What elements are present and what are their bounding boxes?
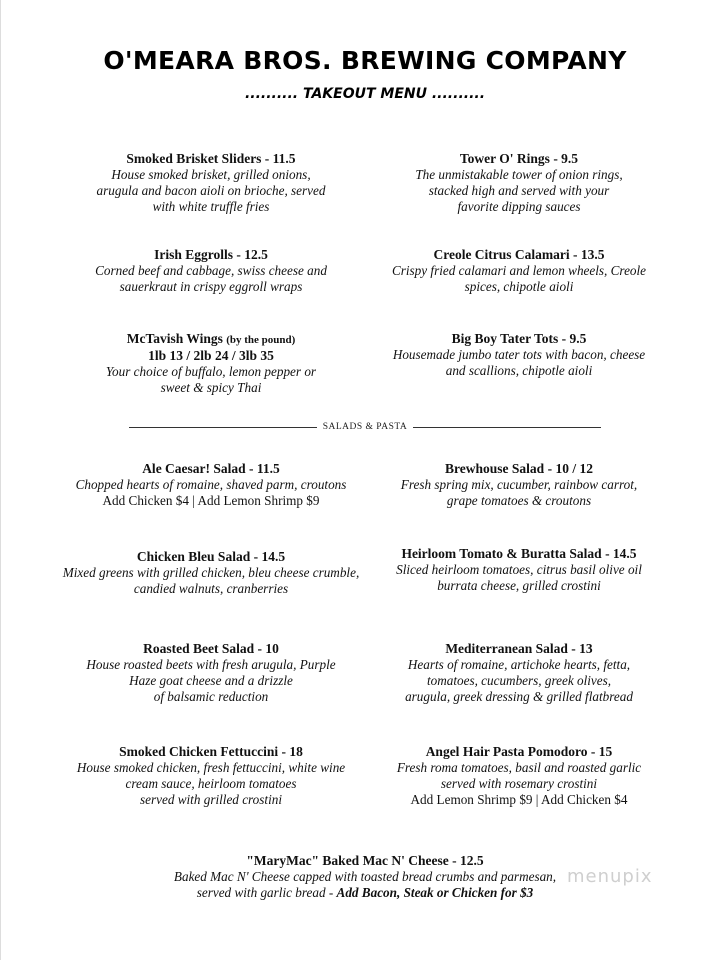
item-name: Big Boy Tater Tots - 9.5 [451, 331, 587, 346]
item-prices: 1lb 13 / 2lb 24 / 3lb 35 [148, 348, 274, 363]
menu-item-heirloom-tomato-buratta-salad [369, 546, 669, 594]
item-name: Brewhouse Salad - 10 / 12 [445, 461, 593, 476]
item-desc-line: Fresh roma tomatoes, basil and roasted garlic [396, 760, 642, 775]
item-desc-line: cream sauce, heirloom tomatoes [125, 776, 297, 791]
divider-line [129, 427, 317, 428]
watermark [567, 866, 653, 887]
menu-item-irish-eggrolls [61, 247, 361, 295]
item-desc-line: sweet & spicy Thai [160, 380, 262, 395]
item-name: Roasted Beet Salad - 10 [143, 641, 279, 656]
item-desc-line: favorite dipping sauces [457, 199, 581, 214]
section-label-salads-pasta: SALADS & PASTA [322, 422, 408, 432]
item-desc-line: tomatoes, cucumbers, greek olives, [426, 673, 612, 688]
item-desc-line: Chopped hearts of romaine, shaved parm, croutons [75, 477, 347, 492]
menu-item-smoked-brisket-sliders [61, 151, 361, 215]
item-desc-line: burrata cheese, grilled crostini [437, 578, 601, 593]
item-desc-line: Hearts of romaine, artichoke hearts, fetta, [407, 657, 631, 672]
item-desc-line: Your choice of buffalo, lemon pepper or [105, 364, 317, 379]
item-desc-line: House roasted beets with fresh arugula, Purple [86, 657, 336, 672]
item-desc-line: House smoked chicken, fresh fettuccini, white wine [76, 760, 346, 775]
menu-item-creole-citrus-calamari [369, 247, 669, 295]
item-desc-line: arugula and bacon aioli on brioche, served [96, 183, 326, 198]
menu-item-marymac-mac-n-cheese [115, 853, 615, 901]
item-desc-line: The unmistakable tower of onion rings, [415, 167, 623, 182]
item-addons: Add Lemon Shrimp $9 | Add Chicken $4 [410, 792, 628, 807]
item-desc-line: candied walnuts, cranberries [133, 581, 289, 596]
item-addon-highlight: Add Bacon, Steak or Chicken for $3 [336, 885, 534, 900]
item-desc-line: Baked Mac N' Cheese capped with toasted bread crumbs and parmesan, [173, 869, 557, 884]
item-desc-line: of balsamic reduction [153, 689, 269, 704]
item-desc-line: spices, chipotle aioli [464, 279, 574, 294]
item-name: Angel Hair Pasta Pomodoro - 15 [425, 744, 613, 759]
item-name: Creole Citrus Calamari - 13.5 [433, 247, 605, 262]
menu-item-roasted-beet-salad [61, 641, 361, 705]
item-desc-line: Crispy fried calamari and lemon wheels, Creole [391, 263, 647, 278]
menu-item-brewhouse-salad [369, 461, 669, 509]
menu-item-mctavish-wings [61, 331, 361, 396]
item-desc-line: Sliced heirloom tomatoes, citrus basil olive oil [396, 562, 642, 577]
item-desc-line: and scallions, chipotle aioli [445, 363, 593, 378]
item-name: McTavish Wings [126, 331, 223, 346]
item-name: Smoked Chicken Fettuccini - 18 [119, 744, 303, 759]
item-name: Ale Caesar! Salad - 11.5 [142, 461, 280, 476]
menu-item-chicken-bleu-salad [61, 549, 361, 597]
item-addons: Add Chicken $4 | Add Lemon Shrimp $9 [102, 493, 320, 508]
item-name-row [61, 331, 361, 348]
item-desc-line: served with grilled crostini [140, 792, 282, 807]
item-desc-line: Fresh spring mix, cucumber, rainbow carrot, [400, 477, 638, 492]
watermark-text: menupix [567, 866, 653, 887]
item-desc-line: with white truffle fries [152, 199, 270, 214]
item-desc-line: arugula, greek dressing & grilled flatbread [405, 689, 633, 704]
item-desc-text: served with garlic bread - [196, 885, 337, 900]
item-desc-line: House smoked brisket, grilled onions, [111, 167, 311, 182]
item-name: Smoked Brisket Sliders - 11.5 [126, 151, 296, 166]
item-desc-line: Mixed greens with grilled chicken, bleu cheese crumble, [62, 565, 360, 580]
menu-item-big-boy-tater-tots [369, 331, 669, 379]
item-desc-line: Corned beef and cabbage, swiss cheese and [95, 263, 327, 278]
menu-item-smoked-chicken-fettuccini [61, 744, 361, 808]
item-desc-line: Housemade jumbo tater tots with bacon, cheese [392, 347, 646, 362]
menu-item-tower-o-rings [369, 151, 669, 215]
item-name: Mediterranean Salad - 13 [445, 641, 593, 656]
item-desc-line: grape tomatoes & croutons [446, 493, 592, 508]
section-divider [129, 420, 601, 434]
item-desc-line: stacked high and served with your [428, 183, 610, 198]
item-desc-line [115, 885, 615, 901]
item-name: Heirloom Tomato & Buratta Salad - 14.5 [401, 546, 637, 561]
item-desc-line: served with rosemary crostini [440, 776, 598, 791]
item-name: Tower O' Rings - 9.5 [459, 151, 579, 166]
menu-item-mediterranean-salad [369, 641, 669, 705]
item-name: Irish Eggrolls - 12.5 [154, 247, 268, 262]
item-note: (by the pound) [226, 334, 296, 346]
item-desc-line: Haze goat cheese and a drizzle [129, 673, 293, 688]
item-name: "MaryMac" Baked Mac N' Cheese - 12.5 [246, 853, 484, 868]
item-desc-line: sauerkraut in crispy eggroll wraps [119, 279, 303, 294]
restaurant-name: O'MEARA BROS. BREWING COMPANY [103, 46, 627, 75]
menu-subtitle: .......... TAKEOUT MENU .......... [244, 86, 486, 102]
menu-item-ale-caesar-salad [61, 461, 361, 509]
menu-item-angel-hair-pasta-pomodoro [369, 744, 669, 808]
item-name: Chicken Bleu Salad - 14.5 [136, 549, 286, 564]
divider-line [413, 427, 601, 428]
